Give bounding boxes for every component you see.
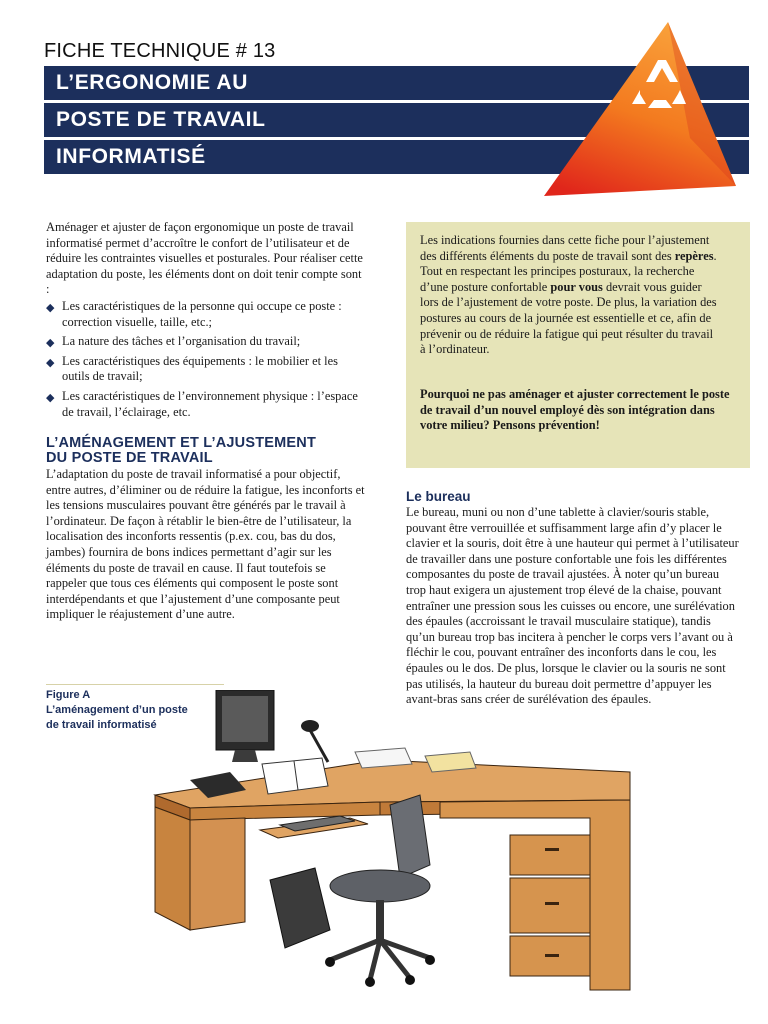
bureau-heading: Le bureau [406, 489, 471, 504]
title-line-3: INFORMATISÉ [44, 140, 749, 174]
bureau-paragraph: Le bureau, muni ou non d’une tablette à clavier/souris stable, pouvant être verrouillée et suffisamment large afin d’y placer le clavier et la souris, doit être à une hauteur qui permet à l’utilisateur de travailler dans une posture confortable une fois les différentes composantes du poste de travail ajustées. À noter qu’un bureau trop haut exigera un ajustement trop élevé de la chaise, pouvant entraîner une pression sous les cuisses ou encore, une surélévation des épaules (accroissant le travail musculaire statique), tandis qu’un bureau trop bas incitera à pencher le corps vers l’avant ou à fléchir le cou, pouvant entraîner des inconforts dans le cou, les épaules ou le dos. De plus, lorsque le clavier ou la souris ne sont pas utilisés, la hauteur du bureau doit permettre d’appuyer les avant-bras sans créer de surélévation des épaules. [406, 505, 739, 707]
diamond-bullet-icon: ◆ [46, 302, 55, 314]
section-heading: L’AMÉNAGEMENT ET L’AJUSTEMENT DU POSTE DE TRAVAIL [46, 435, 317, 466]
list-item: ◆ La nature des tâches et l’organisation du travail; [46, 334, 366, 350]
figure-caption: Figure A L’aménagement d’un poste de travail informatisé [46, 689, 188, 731]
callout-paragraph: Les indications fournies dans cette fiche pour l’ajustement des différents éléments du poste de travail sont des repères. Tout en respectant les principes posturaux, la recherche d’une posture confortable pour vous devrait vous guider lors de l’ajustement de votre poste. De plus, la variation des postures au cours de la journée est essentielle et ce, afin de prévenir ou de réduire la fatigue qui peut résulter du travail à l’ordinateur. [420, 233, 717, 357]
diamond-bullet-icon: ◆ [46, 337, 55, 350]
figure-rule [46, 684, 224, 685]
list-item: ◆ Les caractéristiques de l’environnement physique : l’espace de travail, l’éclairage, etc. [46, 388, 358, 419]
diamond-bullet-icon: ◆ [46, 391, 55, 404]
list-item: ◆ Les caractéristiques des équipements : le mobilier et les outils de travail; [46, 353, 338, 384]
considerations-list [46, 299, 366, 424]
intro-paragraph: Aménager et ajuster de façon ergonomique un poste de travail informatisé permet d’accroître le confort de l’utilisateur et de réduire les contraintes visuelles et posturales. Pour réaliser cette adaptation du poste, les éléments dont on doit tenir compte sont : [46, 220, 363, 297]
title-line-2: POSTE DE TRAVAIL [44, 103, 749, 137]
triangle-logo [540, 18, 740, 198]
list-item: ◆ Les caractéristiques de la personne qui occupe ce poste : correction visuelle, taille, etc.; [46, 299, 342, 329]
diamond-bullet-icon: ◆ [46, 356, 55, 369]
workstation-illustration [150, 690, 650, 1000]
callout-question: Pourquoi ne pas aménager et ajuster correctement le poste de travail d’un nouvel employé dès son intégration dans votre milieu? Pensons prévention! [420, 387, 730, 433]
title-line-1: L’ERGONOMIE AU [44, 66, 749, 100]
fiche-number: FICHE TECHNIQUE # 13 [44, 40, 276, 62]
section-paragraph: L’adaptation du poste de travail informatisé a pour objectif, entre autres, d’éliminer ou de réduire la fatigue, les inconforts et les tensions musculaires pouvant être générés par le travail à l’ordinateur. De façon à rétablir le bien-être de l’utilisateur, la localisation des inconforts ressentis (p.ex. cou, bas du dos, jambes) fournira de bons indices permettant d’agir sur les éléments du poste de travail en cause. Il faut toutefois se rappeler que tous ces éléments qui composent le poste sont interdépendants et que l’ajustement d’une composante peut impliquer le réajustement d’une autre. [46, 467, 365, 622]
